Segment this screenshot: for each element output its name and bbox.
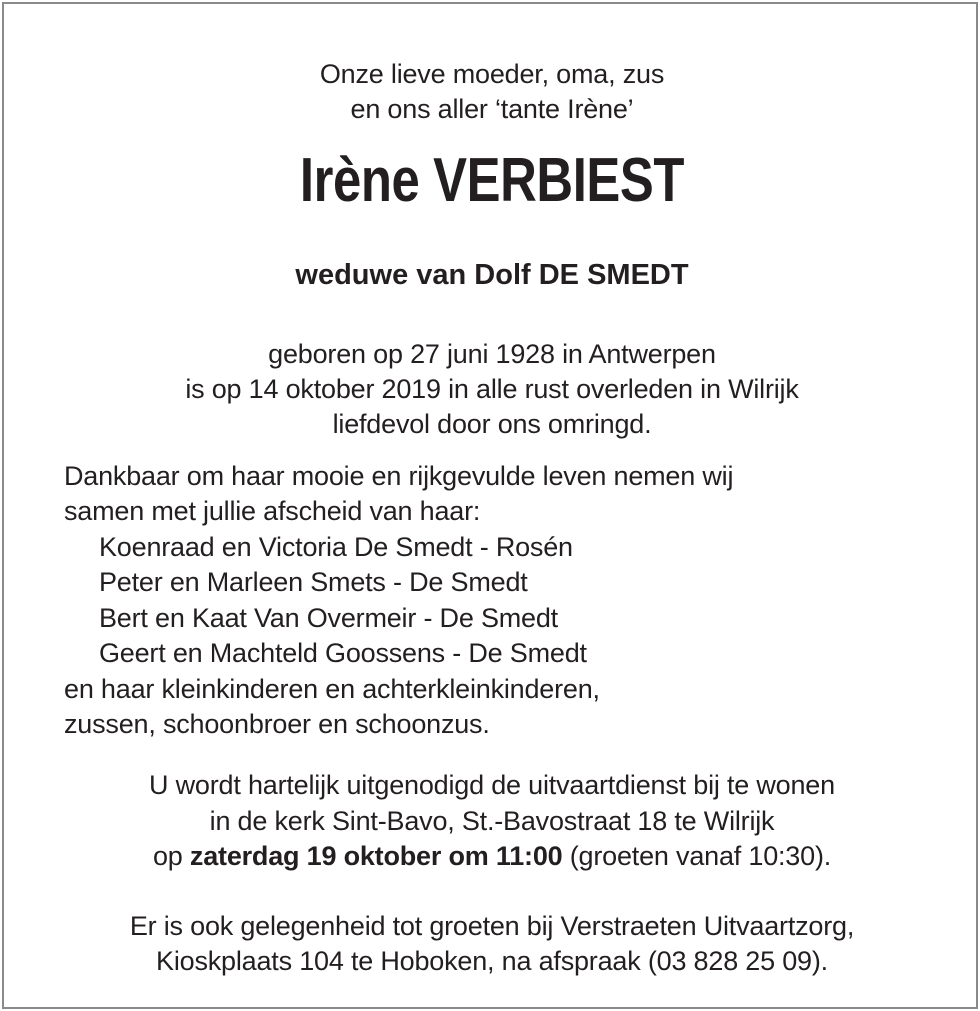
service-line-2: in de kerk Sint-Bavo, St.-Bavostraat 18 te Wilrijk: [209, 806, 775, 836]
grateful-line-1: Dankbaar om haar mooie en rijkgevulde leven nemen wij: [64, 461, 734, 491]
death-line: is op 14 oktober 2019 in alle rust overleden in Wilrijk: [185, 374, 799, 404]
surrounded-line: liefdevol door ons omringd.: [332, 409, 652, 439]
service-line-3: [4, 839, 980, 874]
service-line-1: U wordt hartelijk uitgenodigd de uitvaartdienst bij te wonen: [149, 770, 835, 800]
deceased-name: Irène VERBIEST: [299, 146, 685, 215]
greeting-line-1: Er is ook gelegenheid tot groeten bij Verstraeten Uitvaartzorg,: [129, 911, 855, 941]
family-member: Geert en Machteld Goossens - De Smedt: [99, 638, 587, 668]
greeting-line-2: Kioskplaats 104 te Hoboken, na afspraak (03 828 25 09).: [156, 946, 828, 976]
service-suffix: (groeten vanaf 10:30).: [562, 841, 832, 871]
service-prefix: op: [152, 841, 190, 871]
others-line-2: zussen, schoonbroer en schoonzus.: [64, 709, 490, 739]
family-member: Peter en Marleen Smets - De Smedt: [99, 567, 528, 597]
intro-line-1: Onze lieve moeder, oma, zus: [319, 59, 665, 89]
grateful-line-2: samen met jullie afscheid van haar:: [64, 496, 481, 526]
family-member: Koenraad en Victoria De Smedt - Rosén: [99, 532, 573, 562]
intro-line-2: en ons aller ‘tante Irène’: [350, 94, 634, 124]
birth-line: geboren op 27 juni 1928 in Antwerpen: [268, 339, 716, 369]
others-line-1: en haar kleinkinderen en achterkleinkinderen,: [64, 674, 600, 704]
widow-of-line: weduwe van Dolf DE SMEDT: [295, 259, 689, 291]
obituary-frame: [2, 2, 978, 1009]
family-member: Bert en Kaat Van Overmeir - De Smedt: [99, 603, 558, 633]
service-date-time: zaterdag 19 oktober om 11:00: [189, 841, 563, 871]
